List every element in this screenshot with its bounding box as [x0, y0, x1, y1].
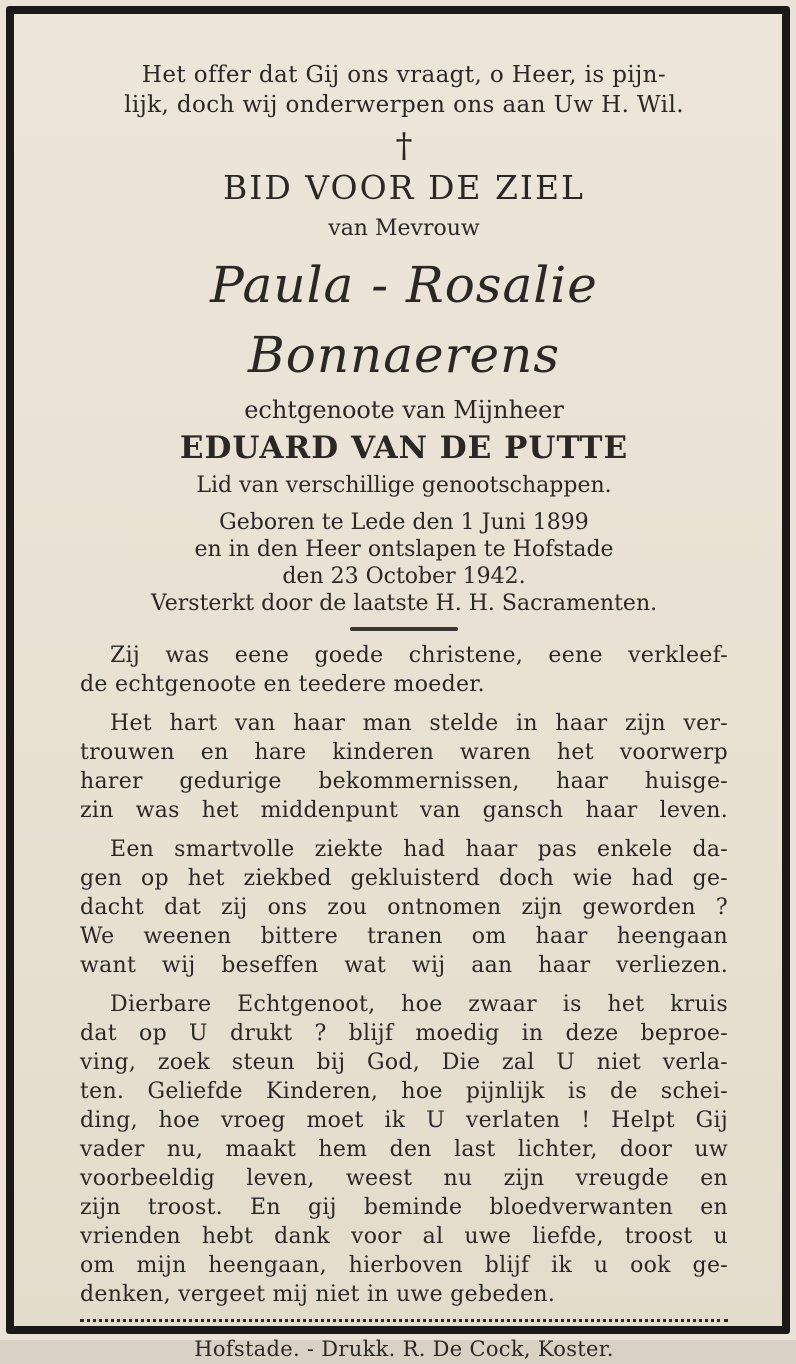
paragraph-line: Een smartvolle ziekte had haar pas enkele da-	[110, 837, 728, 862]
divider	[350, 627, 458, 631]
spouse-intro: echtgenoote van Mijnheer	[244, 396, 564, 424]
date-line: den 23 October 1942.	[282, 564, 526, 589]
date-line: Geboren te Lede den 1 Juni 1899	[219, 510, 589, 535]
paragraph-line: dat op U drukt ? blijf moedig in deze beproe-	[80, 1021, 728, 1046]
paragraph-line: dacht dat zij ons zou ontnomen zijn geworden ?	[80, 895, 728, 920]
spouse-name: EDUARD VAN DE PUTTE	[179, 430, 629, 466]
paragraph	[80, 990, 728, 1309]
date-line: Versterkt door de laatste H. H. Sacramenten.	[150, 591, 658, 616]
membership-text: Lid van verschillige genootschappen.	[196, 473, 612, 498]
paragraph-line: trouwen en hare kinderen waren het voorwerp	[80, 740, 728, 765]
membership	[80, 472, 728, 499]
paragraph	[80, 709, 728, 825]
paragraph-line: ding, hoe vroeg moet ik U verlaten ! Helpt Gij	[80, 1108, 728, 1133]
cross-icon: †	[395, 126, 413, 166]
paragraph-line: denken, vergeet mij niet in uwe gebeden.	[80, 1282, 556, 1307]
dates-block	[80, 509, 728, 617]
paragraph-line: ving, zoek steun bij God, Die zal U niet verla-	[80, 1050, 728, 1075]
epigraph-line: Het offer dat Gij ons vraagt, o Heer, is pijn-	[141, 62, 667, 88]
deceased-name: Paula - Rosalie Bonnaerens	[210, 256, 598, 384]
paragraph-line: vader nu, maakt hem den last lichter, door uw	[80, 1137, 728, 1162]
printer-credit: Hofstade. - Drukk. R. De Cock, Koster.	[194, 1337, 614, 1361]
paragraph-line: We weenen bittere tranen om haar heengaan	[80, 924, 728, 949]
paragraph-line: vrienden hebt dank voor al uwe liefde, troost u	[80, 1224, 728, 1249]
paragraph	[80, 641, 728, 699]
card-content	[80, 60, 728, 1361]
paragraph-line: gen op het ziekbed gekluisterd doch wie had ge-	[80, 866, 728, 891]
heading: BID VOOR DE ZIEL	[223, 168, 585, 207]
epigraph-line: lijk, doch wij onderwerpen ons aan Uw H. Wil.	[124, 92, 684, 118]
date-line: en in den Heer ontslapen te Hofstade	[194, 537, 614, 562]
paragraph-line: harer gedurige bekommernissen, haar huisge-	[80, 769, 728, 794]
paragraph	[80, 835, 728, 980]
dotted-rule	[80, 1319, 728, 1322]
paragraph-line: Het hart van haar man stelde in haar zijn ver-	[110, 711, 728, 736]
title-prefix: van Mevrouw	[328, 216, 480, 241]
paragraph-line: Dierbare Echtgenoot, hoe zwaar is het kruis	[110, 992, 728, 1017]
paragraph-line: voorbeeldig leven, weest nu zijn vreugde en	[80, 1166, 728, 1191]
paragraph-line: zin was het middenpunt van gansch haar leven.	[80, 798, 728, 823]
paragraph-line: zijn troost. En gij beminde bloedverwanten en	[80, 1195, 728, 1220]
paragraph-line: want wij beseffen wat wij aan haar verliezen.	[80, 953, 728, 978]
paragraph-line: de echtgenoote en teedere moeder.	[80, 672, 485, 697]
paragraph-line: ten. Geliefde Kinderen, hoe pijnlijk is de schei-	[80, 1079, 728, 1104]
paragraph-line: om mijn heengaan, hierboven blijf ik u ook ge-	[80, 1253, 728, 1278]
epigraph	[80, 60, 728, 120]
paragraph-line: Zij was eene goede christene, eene verkleef-	[110, 643, 728, 668]
